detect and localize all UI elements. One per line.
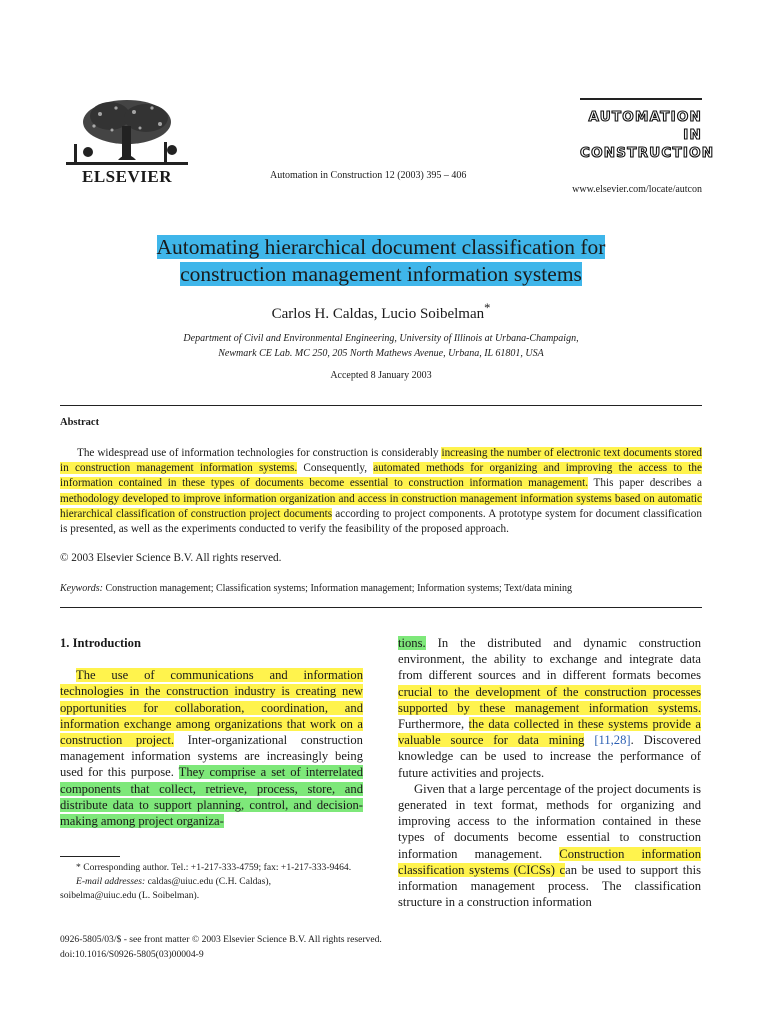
divider-bottom bbox=[60, 607, 702, 608]
authors bbox=[60, 301, 702, 323]
body-highlight: crucial to the development of the construction processes supported by these management information systems. bbox=[398, 684, 701, 715]
publisher-name: ELSEVIER bbox=[82, 167, 172, 186]
email-1[interactable]: caldas@uiuc.edu (C.H. Caldas), bbox=[145, 876, 271, 887]
body-text: . Discovered knowledge can be used to increase the performance of future activities and projects. bbox=[398, 733, 701, 780]
title-line-1: Automating hierarchical document classification for bbox=[156, 235, 606, 259]
corresponding-author-mark[interactable]: * bbox=[484, 301, 491, 315]
abstract-copyright: © 2003 Elsevier Science B.V. All rights reserved. bbox=[60, 552, 282, 564]
keywords-label: Keywords: bbox=[60, 583, 103, 594]
journal-url[interactable]: www.elsevier.com/locate/autcon bbox=[572, 184, 702, 195]
affiliation-line-2: Newmark CE Lab. MC 250, 205 North Mathews Avenue, Urbana, IL 61801, USA bbox=[218, 348, 544, 359]
email-label: E-mail addresses: bbox=[76, 876, 146, 887]
divider-top bbox=[60, 405, 702, 406]
footnote bbox=[60, 861, 363, 903]
section-heading-introduction: 1. Introduction bbox=[60, 636, 141, 650]
email-2[interactable]: soibelma@uiuc.edu (L. Soibelman). bbox=[60, 890, 200, 901]
abstract-highlight: automated methods for organizing and improving the access to the information contained in these types of documents become essential to construction information management. bbox=[60, 462, 702, 490]
journal-logo bbox=[580, 98, 715, 162]
footnote-corresponding: * Corresponding author. Tel.: +1-217-333-4759; fax: +1-217-333-9464. bbox=[76, 862, 352, 873]
left-column bbox=[60, 635, 363, 829]
body-text: an be used to support this information management process. The classification structure in a construction information bbox=[398, 862, 701, 910]
body-text bbox=[584, 733, 594, 747]
abstract-text: according to project components. A prototype system for document classification is presented, as well as the experiments conducted to verify the feasibility of the proposed approach. bbox=[60, 507, 702, 536]
body-text: Given that a large percentage of the project documents is generated in text format, methods for organizing and improving access to the information contained in these types of documents become essential to construction information management. bbox=[398, 781, 701, 861]
keywords-text: Construction management; Classification systems; Information management; Information systems; Text/data mining bbox=[102, 583, 572, 594]
abstract-text: The widespread use of information technologies for construction is considerably bbox=[77, 447, 442, 459]
keywords bbox=[60, 583, 702, 594]
journal-reference: Automation in Construction 12 (2003) 395 – 406 bbox=[270, 170, 467, 181]
page-footer bbox=[60, 932, 382, 962]
intro-highlight: The use of communications and information technologies in the construction industry is creating new opportunities for collaboration, coordination, and information exchange among organizations that work on a construction project. bbox=[60, 668, 363, 748]
intro-highlight-green: They comprise a set of interrelated components that collect, retrieve, process, store, and distribute data to support planning, control, and decision-making among project organiza- bbox=[60, 765, 363, 829]
footer-doi[interactable]: doi:10.1016/S0926-5805(03)00004-9 bbox=[60, 949, 204, 960]
footnote-divider bbox=[60, 856, 120, 857]
intro-text: Inter-organizational construction management information systems are increasingly being used for this purpose. bbox=[60, 733, 363, 780]
title-line-2: construction management information systems bbox=[180, 262, 582, 286]
body-text: In the distributed and dynamic construction environment, the ability to exchange and integrate data from different sources and in different formats becomes bbox=[398, 636, 701, 683]
footer-line-1: 0926-5805/03/$ - see front matter © 2003 Elsevier Science B.V. All rights reserved. bbox=[60, 934, 382, 945]
abstract-body bbox=[60, 446, 702, 537]
abstract-text: Consequently, bbox=[297, 462, 374, 475]
body-highlight: Construction information classification systems (CICSs) c bbox=[398, 846, 701, 877]
journal-logo-line-2: CONSTRUCTION bbox=[580, 145, 715, 161]
right-column bbox=[398, 635, 701, 910]
affiliation bbox=[60, 331, 702, 361]
body-highlight: the data collected in these systems provide a valuable source for data mining bbox=[398, 717, 702, 748]
article-title bbox=[60, 234, 702, 288]
citation-link[interactable]: [11,28] bbox=[594, 733, 631, 748]
abstract-text: This paper describes a bbox=[588, 477, 702, 490]
body-text: Furthermore, bbox=[398, 717, 469, 732]
accepted-date: Accepted 8 January 2003 bbox=[330, 370, 432, 381]
journal-logo-line-1: AUTOMATION IN bbox=[588, 109, 702, 143]
body-highlight-green: tions. bbox=[398, 636, 426, 650]
abstract-highlight: methodology developed to improve information organization and access in construction management information systems based on automatic hierarchical classification of construction project documents bbox=[60, 492, 702, 520]
abstract-highlight: increasing the number of electronic text documents stored in construction management information systems. bbox=[60, 447, 703, 475]
abstract-heading: Abstract bbox=[60, 417, 100, 428]
author-names: Carlos H. Caldas, Lucio Soibelman bbox=[271, 306, 485, 322]
affiliation-line-1: Department of Civil and Environmental Engineering, University of Illinois at Urbana-Champaign, bbox=[183, 333, 579, 344]
